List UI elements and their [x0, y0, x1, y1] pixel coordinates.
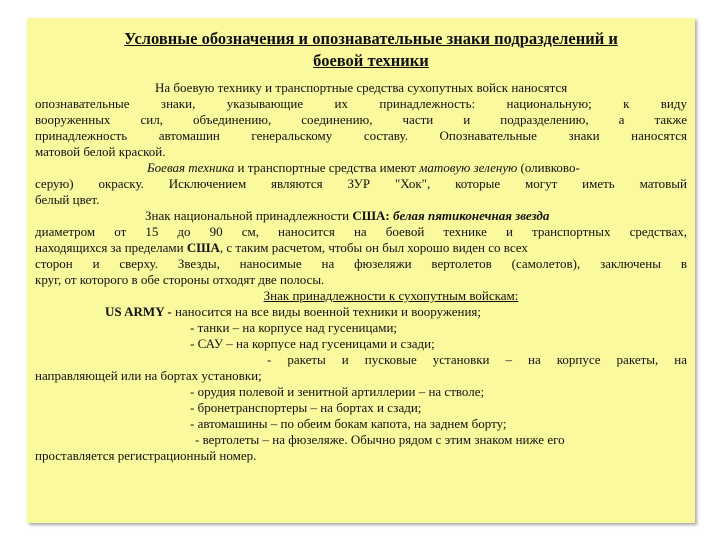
title-line-2: боевой техники: [313, 51, 429, 70]
section-heading: Знак принадлежности к сухопутным войскам:: [263, 288, 519, 303]
para1-line-5: матовой белой краской.: [35, 144, 166, 159]
matte-green-term: матовую зеленую: [419, 160, 518, 175]
para1-line-3: вооруженных сил, объединению, соединению, части и подразделению, а также: [35, 112, 687, 127]
us-army-text: наносится на все виды военной техники и вооружения;: [171, 304, 482, 319]
us-army-line: [35, 304, 687, 320]
para3-line-1: [35, 208, 687, 224]
list-item-apc: - бронетранспортеры – на бортах и сзади;: [190, 400, 422, 415]
list-item-artillery: - орудия полевой и зенитной артиллерии – на стволе;: [190, 384, 485, 399]
para3-line-4: сторон и сверху. Звезды, наносимые на фюзеляжи вертолетов (самолетов), заключены в: [35, 256, 687, 271]
para3-line-3-a: находящихся за пределами: [35, 240, 187, 255]
para1-line-4: принадлежность автомашин генеральскому составу. Опознавательные знаки наносятся: [35, 128, 687, 143]
para2-line-1-a: и транспортные средства имеют: [234, 160, 420, 175]
para2-line-1-b: (оливково-: [517, 160, 580, 175]
us-army-label: US ARMY -: [105, 304, 172, 319]
combat-equipment-term: Боевая техника: [147, 160, 235, 175]
para3-line-5: круг, от которого в обе стороны отходят две полосы.: [35, 272, 325, 287]
slide: [27, 18, 695, 523]
white-star-term: белая пятиконечная звезда: [389, 208, 550, 223]
list-item-tanks: - танки – на корпусе над гусеницами;: [190, 320, 398, 335]
list-item-rockets-line-2: направляющей или на бортах установки;: [35, 368, 262, 383]
para1-line-2: опознавательные знаки, указывающие их принадлежность: национальную; к виду: [35, 96, 687, 111]
para3-line-1-a: Знак национальной принадлежности: [145, 208, 353, 223]
para3-line-3-b: , с таким расчетом, чтобы он был хорошо виден со всех: [219, 240, 528, 255]
para2-line-3: белый цвет.: [35, 192, 100, 207]
list-item-sau: - САУ – на корпусе над гусеницами и сзади;: [190, 336, 435, 351]
list-item-rockets-line-1: - ракеты и пусковые установки – на корпусе ракеты, на: [267, 352, 687, 367]
para3-line-2: диаметром от 15 до 90 см, наносится на боевой технике и транспортных средствах,: [35, 224, 687, 239]
list-item-trucks: - автомашины – по обеим бокам капота, на заднем борту;: [190, 416, 507, 431]
para2-line-2: серую) окраску. Исключением являются ЗУР "Хок", которые могут иметь матовый: [35, 176, 687, 191]
list-item-helicopters-line-1: - вертолеты – на фюзеляже. Обычно рядом с этим знаком ниже его: [195, 432, 565, 447]
page-title: [65, 28, 677, 72]
para3-line-3: [35, 240, 687, 256]
para1-line-1: На боевую технику и транспортные средства сухопутных войск наносятся: [155, 80, 568, 95]
title-line-1: Условные обозначения и опознавательные знаки подразделений и: [124, 29, 618, 48]
usa-label: США:: [352, 208, 390, 223]
usa-label-2: США: [186, 240, 220, 255]
list-item-helicopters-line-2: проставляется регистрационный номер.: [35, 448, 257, 463]
para2-line-1: [35, 160, 687, 176]
